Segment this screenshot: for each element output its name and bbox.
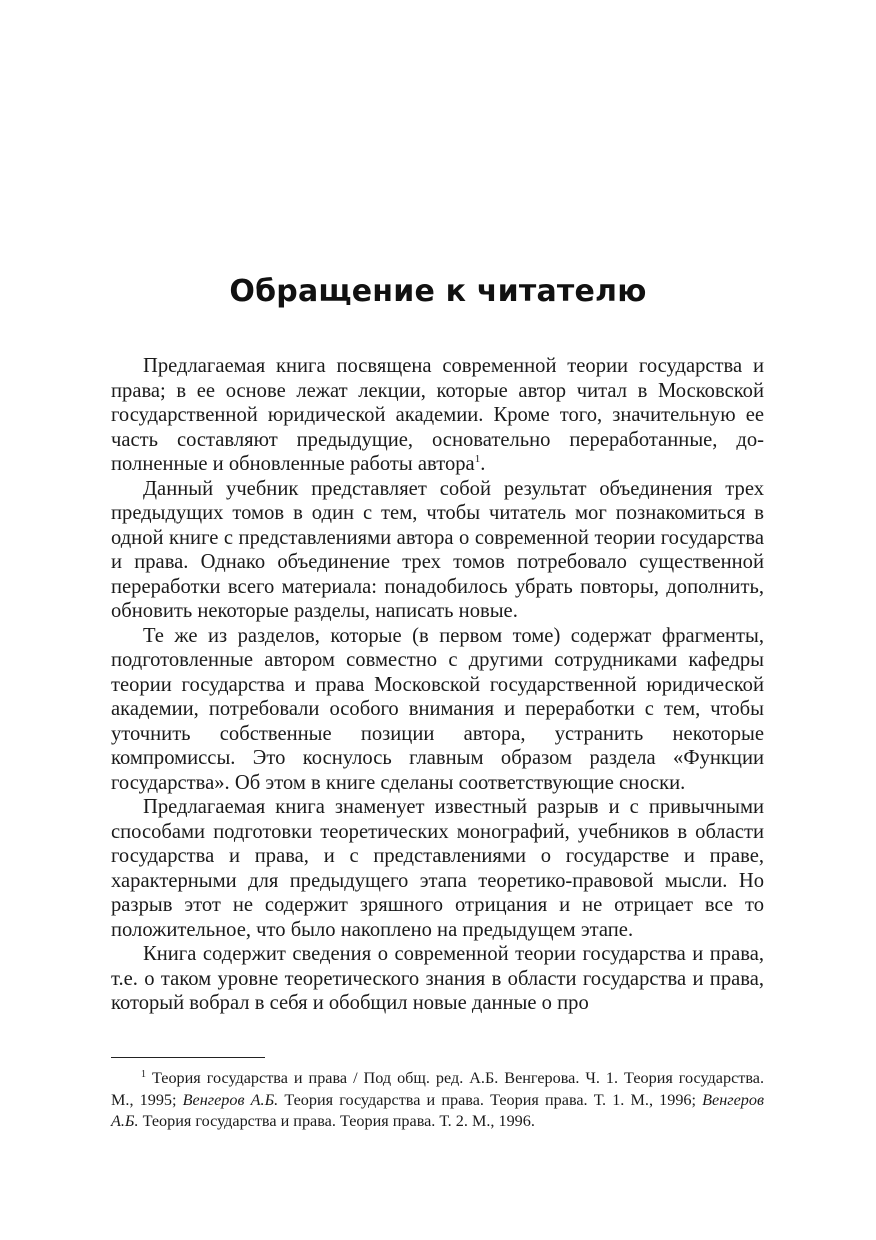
footnote-part: Теория государства и права. Теория права. Т. 1. М., 1996; [278, 1090, 703, 1109]
paragraph: Те же из разделов, которые (в первом томе) содержат фрагменты, подготовленные автором совместно с другими сотрудниками кафедры теории государства и права Московской государственной юридической академии, потребовали особого внимания и переработки с тем, чтобы уточнить собственные позиции автора, устранить некоторые компромиссы. Это коснулось главным образом раздела «Функции государства». Об этом в книге сделаны соответствующие сноски. [111, 624, 764, 794]
footnote-author: Венгеров А.Б. [111, 1090, 764, 1130]
paragraph-text: Предлагаемая книга посвящена современной теории государства и права; в ее основе лежат лекции, которые автор читал в Московской государственной юридической академии. Кроме того, значительную ее часть составляют предыдущие, основательно переработанные, дополненные и обновленные работы автора [111, 355, 764, 475]
page-title: Обращение к читателю [229, 274, 647, 309]
footnote-author: Венгеров А.Б. [182, 1090, 279, 1109]
footnote-text [111, 1068, 764, 1133]
paragraph: Книга содержит сведения о современной теории государства и права, т.е. о таком уровне теоретического знания в области государства и права, который вобрал в себя и обобщил новые данные о про [111, 943, 764, 1014]
footnote-reference: 1 [474, 453, 481, 466]
footnote-part: Теория государства и права / Под общ. ред. А.Б. Венгерова. Ч. 1. Теория государства. М., 1995; [111, 1069, 764, 1109]
paragraph [111, 354, 764, 477]
footnote-part: Теория государства и права. Теория права. Т. 2. М., 1996. [138, 1112, 535, 1130]
footnote [111, 1068, 764, 1133]
footnote-divider [111, 1057, 265, 1058]
paragraph-tail: . [480, 453, 486, 475]
footnote-mark: 1 [141, 1068, 146, 1080]
main-text [111, 354, 764, 1016]
paragraph: Предлагаемая книга знаменует известный разрыв и с привычными способами подготовки теоретических монографий, учебников в области государства и права, и с представлениями о государстве и праве, характерными для предыдущего этапа теоретико-правовой мысли. Но разрыв этот не содержит зряшного отрицания и не отрицает все то положительное, что было накоплено на предыдущем этапе. [111, 796, 764, 941]
paragraph: Данный учебник представляет собой результат объединения трех предыдущих томов в один с тем, чтобы читатель мог познакомиться в одной книге с представлениями автора о современной теории государства и права. Однако объединение трех томов потребовало существенной переработки всего материала: понадобилось убрать повторы, дополнить, обновить некоторые разделы, написать новые. [111, 477, 764, 622]
